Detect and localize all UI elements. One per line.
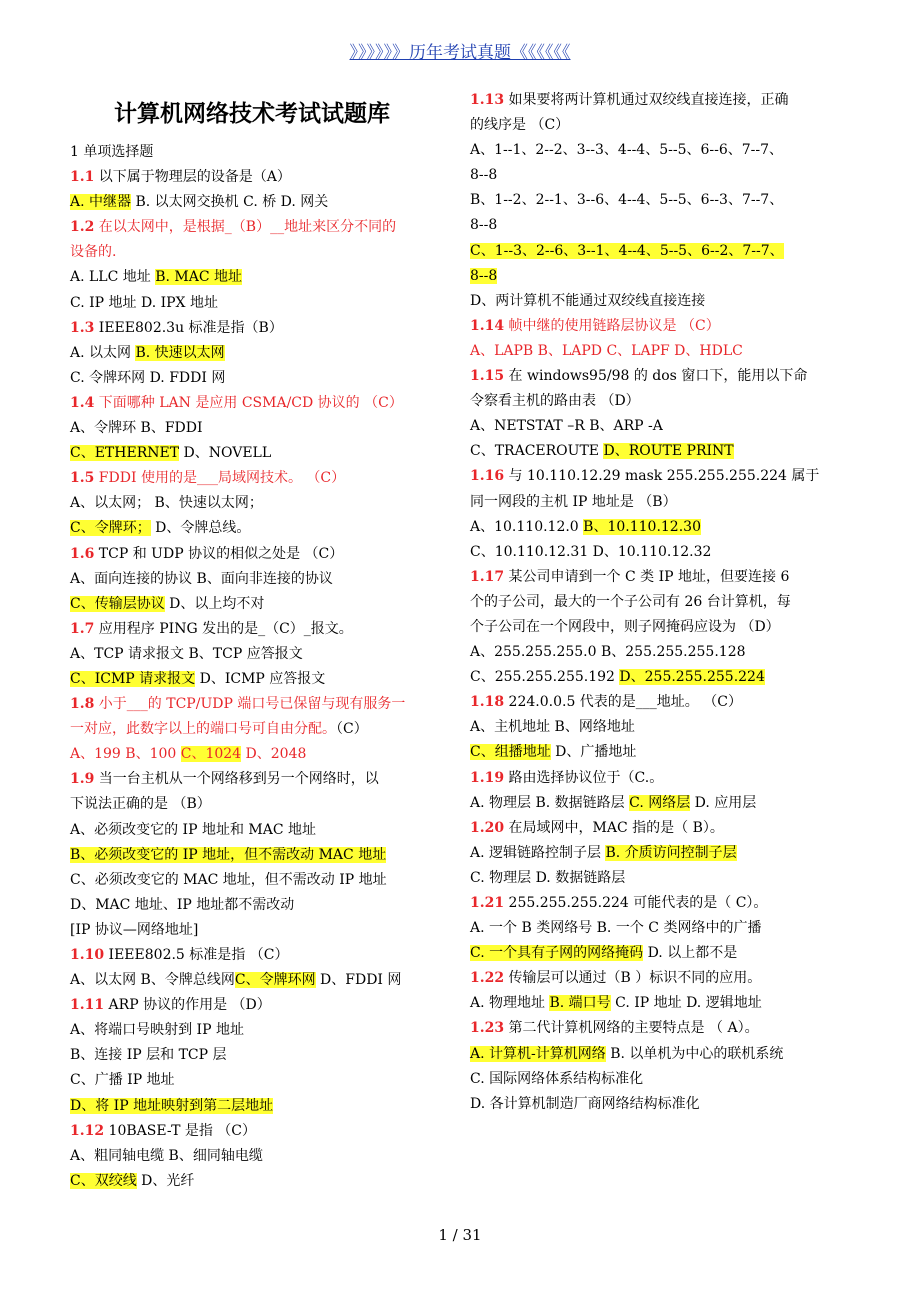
text-line xyxy=(70,190,450,215)
text-segment: A. 物理层 B. 数据链路层 xyxy=(470,794,630,811)
text-line xyxy=(470,163,850,188)
text-line xyxy=(470,339,850,364)
highlighted-answer: B. 介质访问控制子层 xyxy=(605,844,737,861)
text-line xyxy=(70,416,450,441)
question-number: 1.6 xyxy=(70,545,95,562)
page-number: 1 / 31 xyxy=(438,1226,482,1244)
question-number: 1.7 xyxy=(70,620,95,637)
text-segment: A. 逻辑链路控制子层 xyxy=(470,844,606,861)
text-segment: A、主机地址 B、网络地址 xyxy=(470,719,635,736)
text-segment: A、TCP 请求报文 B、TCP 应答报文 xyxy=(70,645,303,662)
text-segment: B. 以单机为中心的联机系统 xyxy=(605,1045,784,1062)
text-segment: （C） xyxy=(336,721,368,738)
highlighted-answer: C、1--3、2--6、3--1、4--4、5--5、6--2、7--7、 xyxy=(470,242,784,259)
text-line xyxy=(70,642,450,667)
highlighted-answer: C、令牌环； xyxy=(70,520,151,537)
highlighted-answer: D、255.255.255.224 xyxy=(619,669,765,686)
highlighted-answer: B、10.110.12.30 xyxy=(583,518,701,535)
text-segment: 10BASE-T 是指 （C） xyxy=(104,1122,257,1139)
text-segment: A、255.255.255.0 B、255.255.255.128 xyxy=(470,644,746,661)
text-line xyxy=(470,364,850,389)
question-number: 1.23 xyxy=(470,1020,505,1037)
text-segment: A、10.110.12.0 xyxy=(470,518,584,535)
text-line xyxy=(470,1016,850,1041)
text-line xyxy=(470,464,850,489)
highlighted-answer: D、将 IP 地址映射到第二层地址 xyxy=(70,1097,274,1114)
highlighted-answer: A. 中继器 xyxy=(70,194,132,211)
highlighted-answer: D、ROUTE PRINT xyxy=(603,443,734,460)
right-column xyxy=(470,88,850,1117)
text-line xyxy=(70,567,450,592)
text-segment: 个的子公司，最大的一个子公司有 26 台计算机，每 xyxy=(470,593,791,610)
document-title: 计算机网络技术考试试题库 xyxy=(114,101,390,127)
text-line xyxy=(70,868,450,893)
question-number: 1.17 xyxy=(470,568,505,585)
highlighted-answer: B. 快速以太网 xyxy=(135,344,225,361)
text-segment: A、LAPB B、LAPD C、LAPF D、HDLC xyxy=(470,342,743,359)
text-line xyxy=(70,516,450,541)
text-segment: C. IP 地址 D. IPX 地址 xyxy=(70,294,218,311)
text-segment: D. 各计算机制造厂商网络结构标准化 xyxy=(470,1095,700,1112)
question-number: 1.4 xyxy=(70,394,95,411)
text-segment: C、广播 IP 地址 xyxy=(70,1072,175,1089)
left-question-list xyxy=(70,140,450,1194)
highlighted-answer: 8--8 xyxy=(470,267,498,284)
text-segment: 的线序是 （C） xyxy=(470,117,570,134)
text-segment: C. IP 地址 D. 逻辑地址 xyxy=(610,995,762,1012)
question-number: 1.20 xyxy=(470,819,505,836)
text-segment: D. 应用层 xyxy=(690,794,757,811)
text-segment: 下说法正确的是 （B） xyxy=(70,796,211,813)
text-line xyxy=(470,188,850,213)
highlighted-answer: C. 一个具有子网的网络掩码 xyxy=(470,945,644,962)
text-segment: C、255.255.255.192 xyxy=(470,669,620,686)
text-line xyxy=(70,441,450,466)
text-segment: D、2048 xyxy=(241,746,307,763)
text-line xyxy=(70,240,450,265)
text-line xyxy=(470,916,850,941)
question-number: 1.8 xyxy=(70,696,95,713)
highlighted-answer: B、必须改变它的 IP 地址，但不需改动 MAC 地址 xyxy=(70,846,387,863)
text-segment: 在以太网中，是根据_（B）__地址来区分不同的 xyxy=(94,219,397,236)
text-segment: D. 以上都不是 xyxy=(643,945,738,962)
text-line xyxy=(470,414,850,439)
text-line xyxy=(70,717,450,742)
text-line xyxy=(470,816,850,841)
text-segment: 应用程序 PING 发出的是_（C）_报文。 xyxy=(94,620,353,637)
text-line xyxy=(70,667,450,692)
text-segment: ARP 协议的作用是 （D） xyxy=(104,997,271,1014)
text-line xyxy=(470,615,850,640)
text-line xyxy=(70,215,450,240)
text-segment: TCP 和 UDP 协议的相似之处是 （C） xyxy=(94,545,344,562)
text-segment: A、面向连接的协议 B、面向非连接的协议 xyxy=(70,570,333,587)
text-line xyxy=(70,843,450,868)
text-segment: A、令牌环 B、FDDI xyxy=(70,420,203,437)
highlighted-answer: A. 计算机-计算机网络 xyxy=(470,1045,606,1062)
text-line xyxy=(70,466,450,491)
text-segment: A. 以太网 xyxy=(70,344,136,361)
text-line xyxy=(470,113,850,138)
text-line xyxy=(70,692,450,717)
text-line xyxy=(470,841,850,866)
question-number: 1.18 xyxy=(470,694,505,711)
text-line xyxy=(470,1067,850,1092)
text-segment: A、以太网； B、快速以太网； xyxy=(70,495,263,512)
text-segment: C. 令牌环网 D. FDDI 网 xyxy=(70,369,226,386)
text-line xyxy=(470,966,850,991)
text-segment: A. LLC 地址 xyxy=(70,269,156,286)
text-line xyxy=(470,1092,850,1117)
text-line xyxy=(70,818,450,843)
text-line xyxy=(70,1043,450,1068)
highlighted-answer: C、令牌环网 xyxy=(234,972,316,989)
text-segment: 帧中继的使用链路层协议是 （C） xyxy=(504,317,720,334)
question-number: 1.10 xyxy=(70,947,105,963)
text-line xyxy=(470,941,850,966)
text-line xyxy=(470,740,850,765)
highlighted-answer: B. MAC 地址 xyxy=(155,269,243,286)
text-segment: 同一网段的主机 IP 地址是 （B） xyxy=(470,493,677,510)
text-line xyxy=(70,265,450,290)
question-number: 1.12 xyxy=(70,1122,105,1139)
text-line xyxy=(70,291,450,316)
text-segment: IEEE802.3u 标准是指（B） xyxy=(94,319,283,336)
text-line xyxy=(470,515,850,540)
text-segment: A、1--1、2--2、3--3、4--4、5--5、6--6、7--7、 xyxy=(470,142,784,159)
text-line xyxy=(470,264,850,289)
text-segment: 1 单项选择题 xyxy=(70,144,154,160)
text-line xyxy=(70,1144,450,1169)
text-segment: C、TRACEROUTE xyxy=(470,443,604,460)
text-line xyxy=(70,993,450,1018)
text-segment: 8--8 xyxy=(470,167,498,184)
text-segment: A、粗同轴电缆 B、细同轴电缆 xyxy=(70,1147,263,1164)
text-segment: D、FDDI 网 xyxy=(315,972,402,989)
highlighted-answer: C、双绞线 xyxy=(70,1172,137,1189)
question-number: 1.1 xyxy=(70,169,95,186)
text-line xyxy=(70,366,450,391)
question-number: 1.19 xyxy=(470,769,505,786)
text-line xyxy=(70,742,450,767)
text-line xyxy=(70,943,450,968)
text-segment: C. 物理层 D. 数据链路层 xyxy=(470,869,626,886)
text-segment: 224.0.0.5 代表的是___地址。 （C） xyxy=(504,694,742,711)
text-segment: D、ICMP 应答报文 xyxy=(195,670,326,687)
text-line xyxy=(70,893,450,918)
text-line xyxy=(470,766,850,791)
question-number: 1.13 xyxy=(470,92,505,108)
text-segment: [IP 协议—网络地址] xyxy=(70,921,199,938)
question-number: 1.3 xyxy=(70,319,95,336)
text-line xyxy=(70,165,450,190)
text-segment: 某公司申请到一个 C 类 IP 地址，但要连接 6 xyxy=(504,568,790,585)
text-segment: 255.255.255.224 可能代表的是（ C）。 xyxy=(504,895,768,911)
text-segment: 在 windows95/98 的 dos 窗口下，能用以下命 xyxy=(504,368,808,385)
text-segment: C、必须改变它的 MAC 地址，但不需改动 IP 地址 xyxy=(70,871,387,888)
highlighted-answer: C、ETHERNET xyxy=(70,445,180,462)
text-line xyxy=(470,88,850,113)
text-line xyxy=(470,540,850,565)
text-line xyxy=(470,791,850,816)
text-segment: B、连接 IP 层和 TCP 层 xyxy=(70,1047,227,1064)
text-segment: 第二代计算机网络的主要特点是 （ A）。 xyxy=(504,1020,759,1037)
text-line xyxy=(470,891,850,916)
text-segment: D、令牌总线。 xyxy=(150,520,251,537)
text-segment: 在局域网中，MAC 指的是（ B）。 xyxy=(504,819,724,836)
text-segment: 路由选择协议位于（C.。 xyxy=(504,769,664,786)
text-line xyxy=(70,592,450,617)
text-line xyxy=(470,389,850,414)
text-line xyxy=(70,918,450,943)
text-segment: C. 国际网络体系结构标准化 xyxy=(470,1070,644,1087)
highlighted-answer: C、1024 xyxy=(180,746,242,763)
text-line xyxy=(470,239,850,264)
text-segment: 如果要将两计算机通过双绞线直接连接，正确 xyxy=(504,92,789,108)
text-segment: A. 一个 B 类网络号 B. 一个 C 类网络中的广播 xyxy=(470,920,762,937)
text-line xyxy=(70,316,450,341)
highlighted-answer: C、ICMP 请求报文 xyxy=(70,670,196,687)
text-line xyxy=(470,640,850,665)
text-line xyxy=(70,767,450,792)
question-number: 1.9 xyxy=(70,771,95,788)
text-line xyxy=(70,1018,450,1043)
text-segment: A、将端口号映射到 IP 地址 xyxy=(70,1022,244,1039)
text-line xyxy=(70,792,450,817)
text-line xyxy=(470,490,850,515)
question-number: 1.2 xyxy=(70,219,95,236)
text-line xyxy=(470,565,850,590)
text-line xyxy=(470,1042,850,1067)
page-header-link[interactable]: 》》》》》》历年考试真题《《《《《《 xyxy=(349,43,571,63)
text-line xyxy=(70,140,450,165)
text-segment: A、199 B、100 xyxy=(70,746,181,763)
question-number: 1.21 xyxy=(470,895,505,911)
right-question-list xyxy=(470,88,850,1117)
text-line xyxy=(70,1094,450,1119)
text-segment: D、以上均不对 xyxy=(164,595,265,612)
text-segment: D、光纤 xyxy=(136,1172,195,1189)
text-line xyxy=(470,665,850,690)
question-number: 1.22 xyxy=(470,970,505,987)
text-segment: 一对应，此数字以上的端口号可自由分配。 xyxy=(70,721,336,738)
text-segment: A、必须改变它的 IP 地址和 MAC 地址 xyxy=(70,821,317,838)
highlighted-answer: B. 端口号 xyxy=(549,995,611,1012)
question-number: 1.14 xyxy=(470,317,505,334)
text-line xyxy=(70,617,450,642)
text-segment: B. 以太网交换机 C. 桥 D. 网关 xyxy=(131,194,329,211)
text-segment: 以下属于物理层的设备是（A） xyxy=(94,169,291,186)
text-segment: D、MAC 地址、IP 地址都不需改动 xyxy=(70,896,295,913)
text-segment: C、10.110.12.31 D、10.110.12.32 xyxy=(470,543,712,560)
text-segment: 令察看主机的路由表 （D） xyxy=(470,393,640,410)
question-number: 1.15 xyxy=(470,368,505,385)
text-segment: 与 10.110.12.29 mask 255.255.255.224 属于 xyxy=(504,468,820,485)
text-segment: D、广播地址 xyxy=(550,744,637,761)
text-segment: D、NOVELL xyxy=(179,445,272,462)
text-line xyxy=(470,138,850,163)
text-segment: 当一台主机从一个网络移到另一个网络时，以 xyxy=(94,771,379,788)
text-segment: A、NETSTAT –R B、ARP -A xyxy=(470,418,663,435)
text-segment: FDDI 使用的是___局域网技术。 （C） xyxy=(94,470,346,487)
text-line xyxy=(470,439,850,464)
text-line xyxy=(470,991,850,1016)
text-line xyxy=(470,213,850,238)
text-line xyxy=(70,341,450,366)
text-line xyxy=(70,491,450,516)
text-segment: B、1--2、2--1、3--6、4--4、5--5、6--3、7--7、 xyxy=(470,192,784,209)
text-line xyxy=(470,590,850,615)
text-segment: 8--8 xyxy=(470,217,498,234)
text-segment: 个子公司在一个网段中，则子网掩码应设为 （D） xyxy=(470,618,780,635)
text-line xyxy=(70,1119,450,1144)
text-line xyxy=(70,391,450,416)
text-segment: 下面哪种 LAN 是应用 CSMA/CD 协议的 （C） xyxy=(94,394,403,411)
text-line xyxy=(470,690,850,715)
question-number: 1.5 xyxy=(70,470,95,487)
text-line xyxy=(70,542,450,567)
text-segment: D、两计算机不能通过双绞线直接连接 xyxy=(470,292,706,309)
text-segment: IEEE802.5 标准是指 （C） xyxy=(104,947,289,963)
text-line xyxy=(70,1169,450,1194)
text-line xyxy=(470,715,850,740)
text-segment: A、以太网 B、令牌总线网 xyxy=(70,972,235,989)
text-line xyxy=(70,1068,450,1093)
text-line xyxy=(470,866,850,891)
question-number: 1.16 xyxy=(470,468,505,485)
text-line xyxy=(470,314,850,339)
text-segment: 设备的. xyxy=(70,244,117,261)
highlighted-answer: C、组播地址 xyxy=(470,744,551,761)
highlighted-answer: C. 网络层 xyxy=(629,794,691,811)
question-number: 1.11 xyxy=(70,997,105,1014)
text-line xyxy=(470,289,850,314)
text-segment: 小于___的 TCP/UDP 端口号已保留与现有服务一 xyxy=(94,696,406,713)
text-line xyxy=(70,968,450,993)
highlighted-answer: C、传输层协议 xyxy=(70,595,165,612)
text-segment: 传输层可以通过（B ）标识不同的应用。 xyxy=(504,970,762,987)
left-column xyxy=(70,88,450,1194)
text-segment: A. 物理地址 xyxy=(470,995,550,1012)
